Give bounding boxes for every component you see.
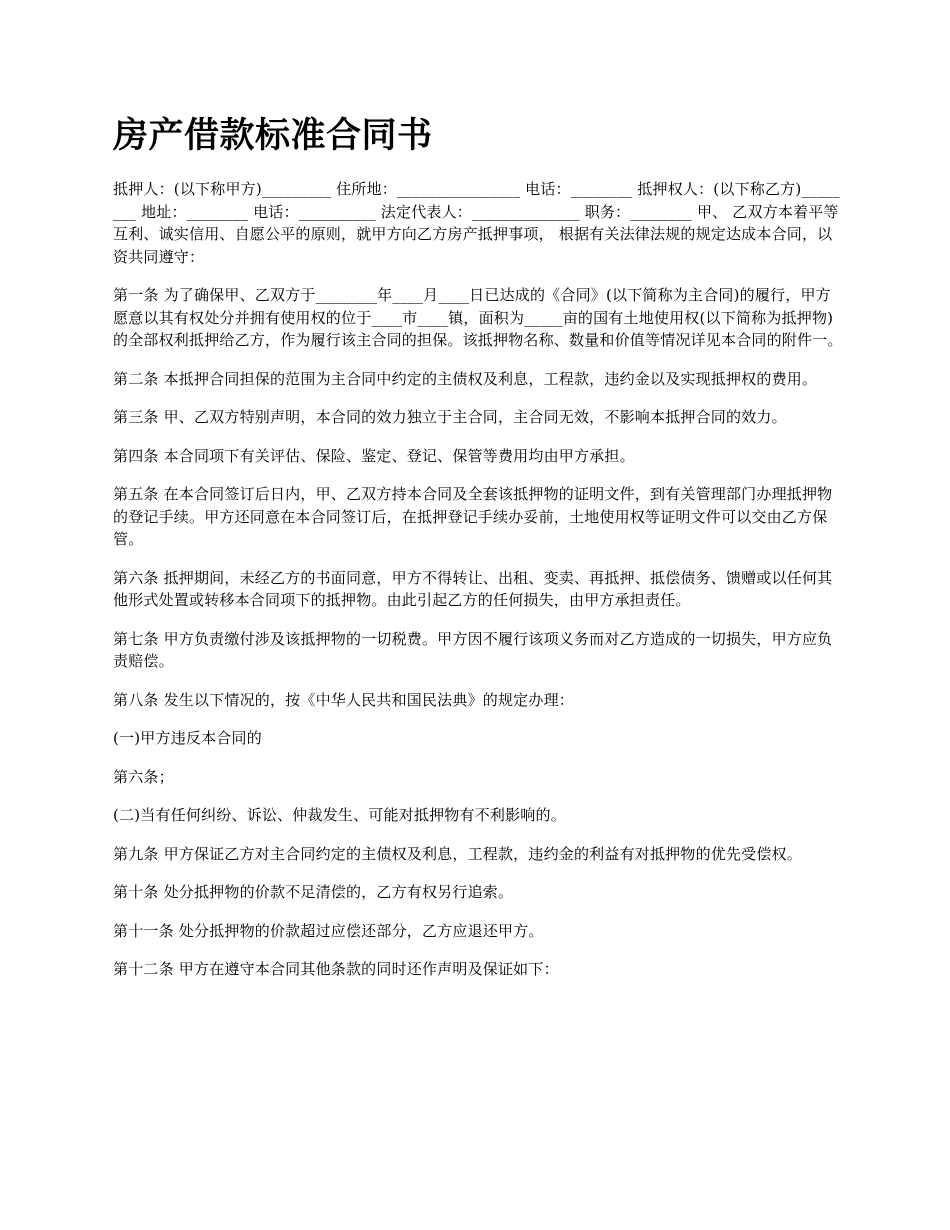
article-12-paragraph: 第十二条 甲方在遵守本合同其他条款的同时还作声明及保证如下： [113, 960, 559, 978]
article-8-item-1-continued-paragraph: 第六条； [113, 767, 174, 786]
article-4-paragraph: 第四条 本合同项下有关评估、保险、鉴定、登记、保管等费用均由甲方承担。 [113, 446, 635, 465]
article-11-paragraph: 第十一条 处分抵押物的价款超过应偿还部分，乙方应退还甲方。 [113, 921, 544, 940]
article-8-item-1-paragraph: (一)甲方违反本合同的 [113, 729, 262, 747]
article-1-paragraph: 第一条 为了确保甲、乙双方于________年____月____日已达成的《合同》(以下简称为主合同)的履行，甲方愿意以其有权处分并拥有使用权的位于____市____镇，面积为_____亩的国有土地使用权(以下简称为抵押物)的全部权利抵押给乙方，作为履行该主合同的担保。该抵押物名称、数量和价值等情况详见本合同的附件一。 [113, 286, 843, 349]
document-page [113, 112, 843, 997]
article-5-paragraph: 第五条 在本合同签订后日内，甲、乙双方持本合同及全套该抵押物的证明文件，到有关管理部门办理抵押物的登记手续。甲方还同意在本合同签订后，在抵押登记手续办妥前，土地使用权等证明文件可以交由乙方保管。 [113, 485, 833, 548]
article-8-item-2-paragraph: (二)当有任何纠纷、诉讼、仲裁发生、可能对抵押物有不利影响的。 [113, 806, 566, 824]
article-7-paragraph: 第七条 甲方负责缴付涉及该抵押物的一切税费。甲方因不履行该项义务而对乙方造成的一切损失，甲方应负责赔偿。 [113, 629, 833, 670]
article-2-paragraph: 第二条 本抵押合同担保的范围为主合同中约定的主债权及利息，工程款，违约金以及实现抵押权的费用。 [113, 369, 818, 388]
preamble-paragraph: 抵押人：(以下称甲方)_________ 住所地：________________ 电话：________ 抵押权人：(以下称乙方)________ 地址：________ 电话：__________ 法定代表人：______________ 职务：________ 甲、 乙双方本着平等互利、诚实信用、自愿公平的原则，就甲方向乙方房产抵押事项， 根据有关法律法规的规定达成本合同，以资共同遵守： [113, 180, 840, 266]
article-6-paragraph: 第六条 抵押期间，未经乙方的书面同意，甲方不得转让、出租、变卖、再抵押、抵偿债务、馈赠或以任何其他形式处置或转移本合同项下的抵押物。由此引起乙方的任何损失，由甲方承担责任。 [113, 568, 833, 609]
article-3-paragraph: 第三条 甲、乙双方特别声明，本合同的效力独立于主合同，主合同无效，不影响本抵押合同的效力。 [113, 408, 787, 426]
article-10-paragraph: 第十条 处分抵押物的价款不足清偿的，乙方有权另行追索。 [113, 883, 514, 901]
article-8-paragraph: 第八条 发生以下情况的，按《中华人民共和国民法典》的规定办理： [113, 690, 574, 709]
document-title: 房产借款标准合同书 [113, 116, 433, 156]
article-9-paragraph: 第九条 甲方保证乙方对主合同约定的主债权及利息，工程款，违约金的利益有对抵押物的优先受偿权。 [113, 844, 802, 863]
